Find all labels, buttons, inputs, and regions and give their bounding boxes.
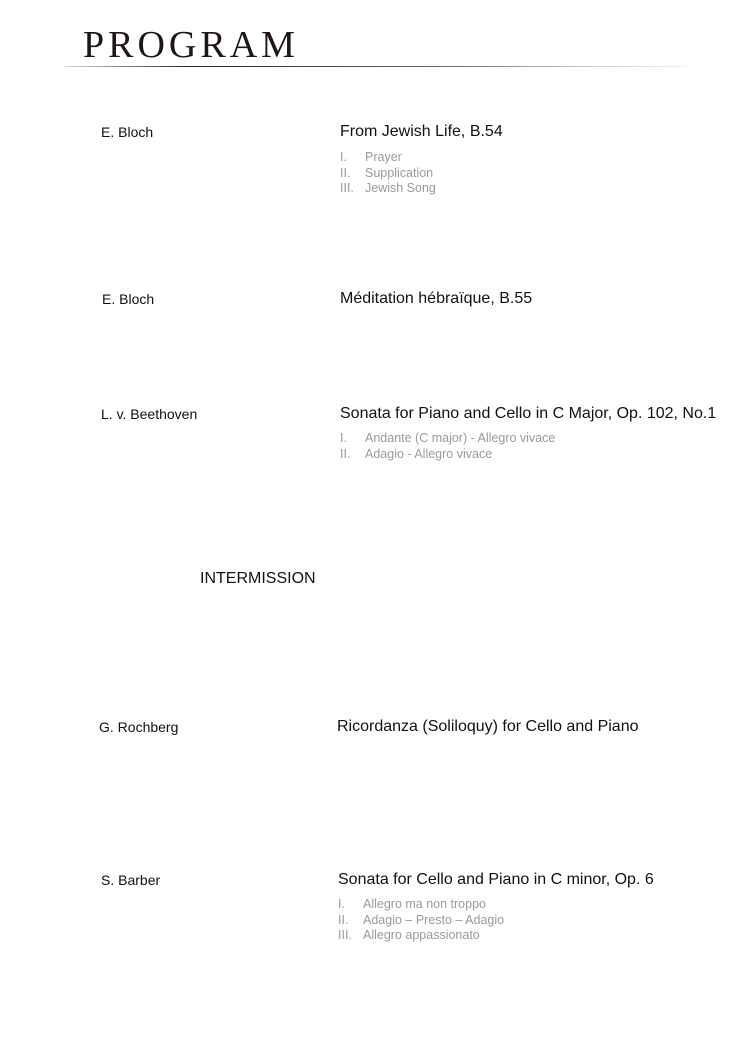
- movement-item: [340, 431, 555, 447]
- movement-number: III.: [340, 181, 354, 195]
- movement-list: [340, 150, 436, 197]
- composer-name: E. Bloch: [102, 291, 155, 307]
- movement-number: I.: [340, 150, 347, 164]
- movement-title: Adagio – Presto – Adagio: [363, 912, 505, 927]
- title-divider: [65, 66, 687, 67]
- composer-name: E. Bloch: [101, 124, 154, 140]
- work-title: From Jewish Life, B.54: [340, 123, 503, 140]
- movement-item: [340, 181, 436, 197]
- movement-item: [340, 150, 436, 166]
- movement-list: [338, 897, 504, 944]
- movement-title: Adagio - Allegro vivace: [365, 446, 493, 461]
- movement-item: [338, 928, 504, 944]
- movement-number: III.: [338, 928, 352, 942]
- movement-title: Supplication: [365, 165, 434, 180]
- work-title: Sonata for Piano and Cello in C Major, Op. 102, No.1: [340, 405, 717, 422]
- work-title: Méditation hébraïque, B.55: [340, 290, 533, 307]
- movement-title: Prayer: [365, 150, 402, 164]
- movement-number: I.: [338, 897, 345, 911]
- movement-title: Allegro appassionato: [363, 928, 480, 942]
- composer-name: S. Barber: [101, 872, 161, 888]
- movement-title: Andante (C major) - Allegro vivace: [365, 431, 556, 445]
- movement-title: Allegro ma non troppo: [363, 897, 486, 911]
- movement-list: [340, 431, 555, 462]
- movement-number: II.: [340, 165, 351, 180]
- movement-number: I.: [340, 431, 347, 445]
- composer-name: G. Rochberg: [99, 719, 179, 735]
- composer-name: L. v. Beethoven: [101, 406, 198, 422]
- movement-item: [340, 447, 555, 463]
- movement-item: [338, 913, 504, 929]
- movement-item: [340, 166, 436, 182]
- page-title: PROGRAM: [83, 24, 299, 66]
- movement-number: II.: [338, 912, 349, 927]
- work-title: Sonata for Cello and Piano in C minor, Op. 6: [338, 871, 654, 888]
- movement-number: II.: [340, 446, 351, 461]
- intermission-label: INTERMISSION: [200, 570, 316, 587]
- work-title: Ricordanza (Soliloquy) for Cello and Piano: [337, 718, 639, 735]
- movement-title: Jewish Song: [365, 181, 436, 195]
- movement-item: [338, 897, 504, 913]
